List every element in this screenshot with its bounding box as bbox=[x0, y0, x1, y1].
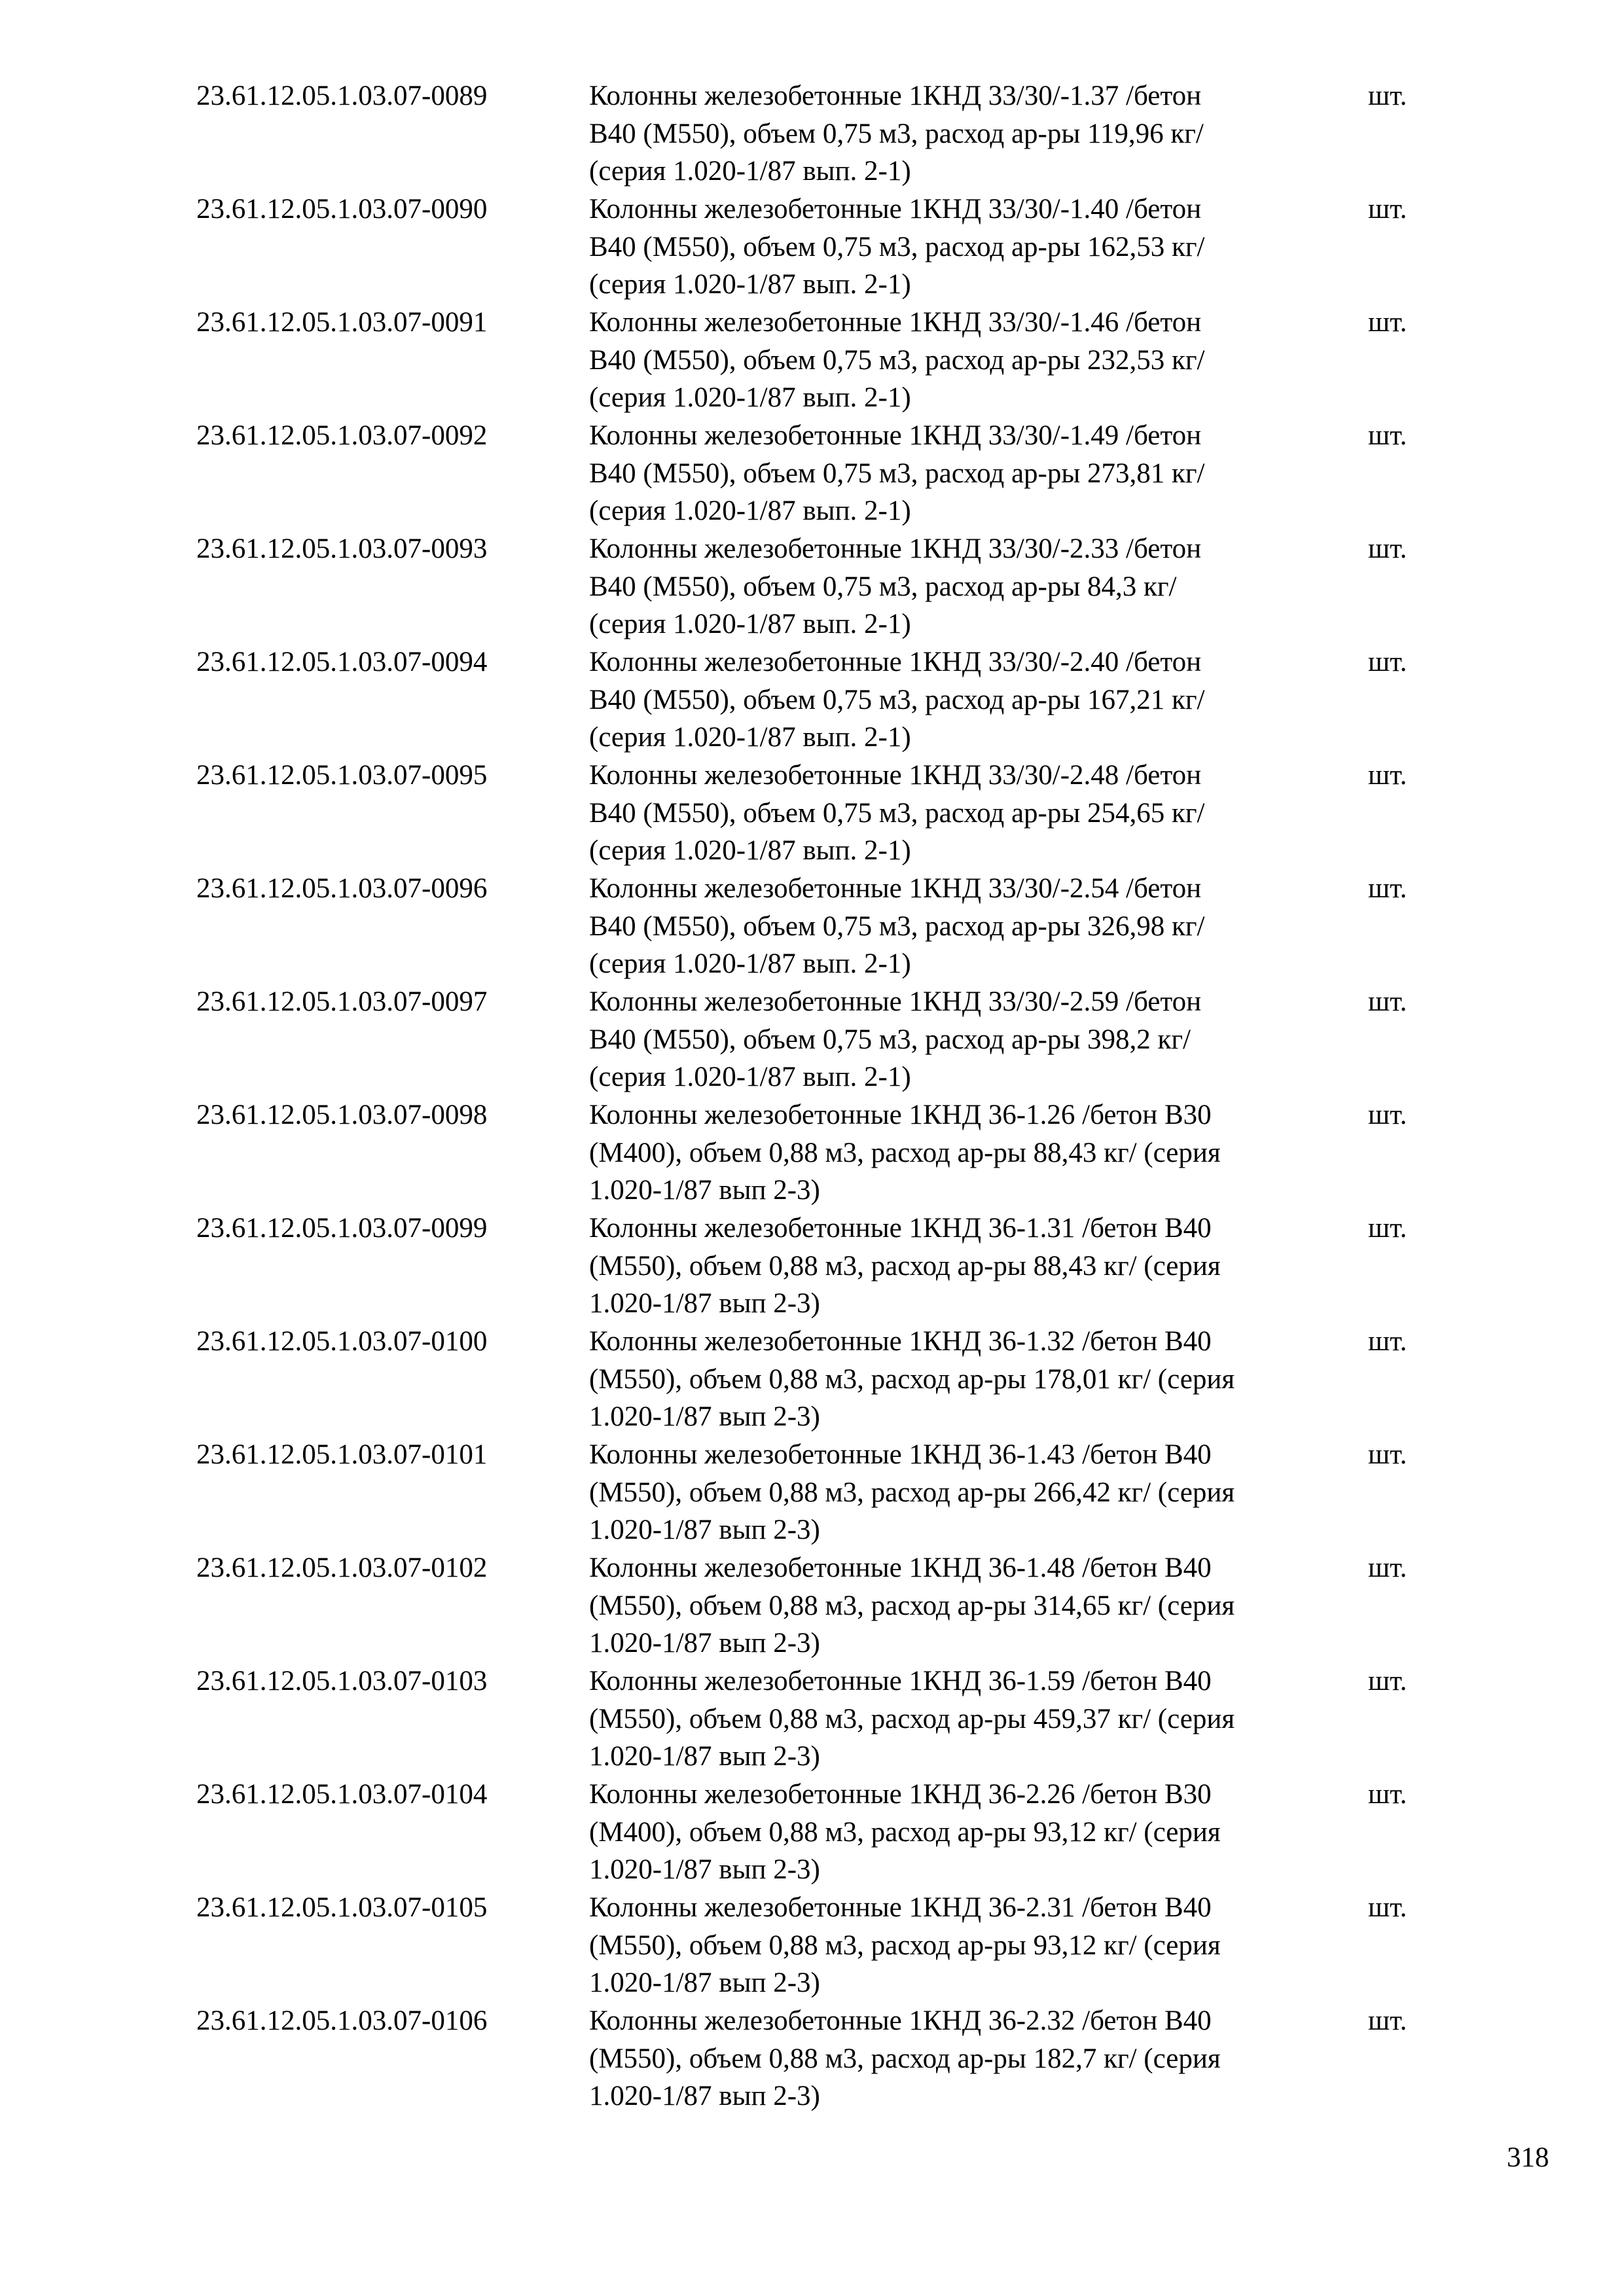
resource-description: Колонны железобетонные 1КНД 33/30/-2.33 /бетон В40 (М550), объем 0,75 м3, расход ар-ры 84,3 кг/ (серия 1.020-1/87 вып. 2-1) bbox=[589, 533, 1202, 640]
table-row bbox=[196, 417, 1440, 530]
table-row bbox=[196, 1776, 1440, 1889]
resource-unit: шт. bbox=[1368, 1666, 1407, 1696]
resource-code: 23.61.12.05.1.03.07-0103 bbox=[196, 1666, 488, 1696]
resource-description: Колонны железобетонные 1КНД 36-1.43 /бетон В40 (М550), объем 0,88 м3, расход ар-ры 266,42 кг/ (серия 1.020-1/87 вып 2-3) bbox=[589, 1439, 1235, 1546]
table-row bbox=[196, 1889, 1440, 2002]
resource-description: Колонны железобетонные 1КНД 36-1.31 /бетон В40 (М550), объем 0,88 м3, расход ар-ры 88,43 кг/ (серия 1.020-1/87 вып 2-3) bbox=[589, 1213, 1221, 1319]
table-row bbox=[196, 757, 1440, 870]
resource-code: 23.61.12.05.1.03.07-0098 bbox=[196, 1100, 488, 1130]
resource-unit: шт. bbox=[1368, 986, 1407, 1017]
table-row bbox=[196, 1323, 1440, 1436]
resource-unit: шт. bbox=[1368, 1892, 1407, 1923]
table-row bbox=[196, 190, 1440, 304]
resource-unit: шт. bbox=[1368, 420, 1407, 451]
table-row bbox=[196, 304, 1440, 417]
table-row bbox=[196, 77, 1440, 190]
resource-unit: шт. bbox=[1368, 533, 1407, 564]
resource-code: 23.61.12.05.1.03.07-0090 bbox=[196, 194, 488, 224]
resource-unit: шт. bbox=[1368, 1439, 1407, 1470]
resource-code: 23.61.12.05.1.03.07-0091 bbox=[196, 307, 488, 338]
resource-code: 23.61.12.05.1.03.07-0093 bbox=[196, 533, 488, 564]
resource-code: 23.61.12.05.1.03.07-0102 bbox=[196, 1552, 488, 1583]
resource-description: Колонны железобетонные 1КНД 33/30/-2.54 /бетон В40 (М550), объем 0,75 м3, расход ар-ры 326,98 кг/ (серия 1.020-1/87 вып. 2-1) bbox=[589, 873, 1205, 980]
resource-description: Колонны железобетонные 1КНД 33/30/-2.40 /бетон В40 (М550), объем 0,75 м3, расход ар-ры 167,21 кг/ (серия 1.020-1/87 вып. 2-1) bbox=[589, 647, 1205, 753]
resource-unit: шт. bbox=[1368, 647, 1407, 677]
resource-unit: шт. bbox=[1368, 1326, 1407, 1357]
resource-unit: шт. bbox=[1368, 1213, 1407, 1244]
resource-code: 23.61.12.05.1.03.07-0092 bbox=[196, 420, 488, 451]
resource-description: Колонны железобетонные 1КНД 36-1.59 /бетон В40 (М550), объем 0,88 м3, расход ар-ры 459,37 кг/ (серия 1.020-1/87 вып 2-3) bbox=[589, 1666, 1235, 1772]
resource-description: Колонны железобетонные 1КНД 36-1.26 /бетон В30 (М400), объем 0,88 м3, расход ар-ры 88,43 кг/ (серия 1.020-1/87 вып 2-3) bbox=[589, 1100, 1221, 1206]
table-row bbox=[196, 1549, 1440, 1662]
resource-code: 23.61.12.05.1.03.07-0096 bbox=[196, 873, 488, 904]
resource-code: 23.61.12.05.1.03.07-0097 bbox=[196, 986, 488, 1017]
resource-unit: шт. bbox=[1368, 760, 1407, 791]
resource-description: Колонны железобетонные 1КНД 33/30/-1.40 /бетон В40 (М550), объем 0,75 м3, расход ар-ры 162,53 кг/ (серия 1.020-1/87 вып. 2-1) bbox=[589, 194, 1205, 300]
resource-code: 23.61.12.05.1.03.07-0100 bbox=[196, 1326, 488, 1357]
resource-description: Колонны железобетонные 1КНД 36-1.48 /бетон В40 (М550), объем 0,88 м3, расход ар-ры 314,65 кг/ (серия 1.020-1/87 вып 2-3) bbox=[589, 1552, 1235, 1659]
resource-unit: шт. bbox=[1368, 194, 1407, 224]
resource-description: Колонны железобетонные 1КНД 33/30/-1.46 /бетон В40 (М550), объем 0,75 м3, расход ар-ры 232,53 кг/ (серия 1.020-1/87 вып. 2-1) bbox=[589, 307, 1205, 414]
resource-unit: шт. bbox=[1368, 1779, 1407, 1810]
table-row bbox=[196, 1662, 1440, 1776]
resource-unit: шт. bbox=[1368, 81, 1407, 111]
table-row bbox=[196, 870, 1440, 983]
resource-code: 23.61.12.05.1.03.07-0101 bbox=[196, 1439, 488, 1470]
table-row bbox=[196, 643, 1440, 757]
resource-description: Колонны железобетонные 1КНД 36-2.32 /бетон В40 (М550), объем 0,88 м3, расход ар-ры 182,7 кг/ (серия 1.020-1/87 вып 2-3) bbox=[589, 2005, 1221, 2112]
resource-unit: шт. bbox=[1368, 2005, 1407, 2036]
resource-unit: шт. bbox=[1368, 1100, 1407, 1130]
resource-description: Колонны железобетонные 1КНД 33/30/-2.59 /бетон В40 (М550), объем 0,75 м3, расход ар-ры 398,2 кг/ (серия 1.020-1/87 вып. 2-1) bbox=[589, 986, 1202, 1093]
resource-unit: шт. bbox=[1368, 873, 1407, 904]
resource-unit: шт. bbox=[1368, 1552, 1407, 1583]
resource-description: Колонны железобетонные 1КНД 33/30/-1.49 /бетон В40 (М550), объем 0,75 м3, расход ар-ры 273,81 кг/ (серия 1.020-1/87 вып. 2-1) bbox=[589, 420, 1205, 527]
resource-code: 23.61.12.05.1.03.07-0105 bbox=[196, 1892, 488, 1923]
resource-description: Колонны железобетонные 1КНД 33/30/-1.37 /бетон В40 (М550), объем 0,75 м3, расход ар-ры 119,96 кг/ (серия 1.020-1/87 вып. 2-1) bbox=[589, 81, 1204, 187]
table-row bbox=[196, 1210, 1440, 1323]
resource-description: Колонны железобетонные 1КНД 36-2.26 /бетон В30 (М400), объем 0,88 м3, расход ар-ры 93,12 кг/ (серия 1.020-1/87 вып 2-3) bbox=[589, 1779, 1221, 1886]
table-row bbox=[196, 983, 1440, 1096]
resource-code: 23.61.12.05.1.03.07-0104 bbox=[196, 1779, 488, 1810]
table-row bbox=[196, 2002, 1440, 2115]
resource-code: 23.61.12.05.1.03.07-0099 bbox=[196, 1213, 488, 1244]
resource-code: 23.61.12.05.1.03.07-0095 bbox=[196, 760, 488, 791]
resource-description: Колонны железобетонные 1КНД 36-2.31 /бетон В40 (М550), объем 0,88 м3, расход ар-ры 93,12 кг/ (серия 1.020-1/87 вып 2-3) bbox=[589, 1892, 1221, 1999]
table-row bbox=[196, 530, 1440, 643]
resource-code: 23.61.12.05.1.03.07-0094 bbox=[196, 647, 488, 677]
catalog-table bbox=[196, 77, 1440, 2115]
table-row bbox=[196, 1436, 1440, 1549]
resource-unit: шт. bbox=[1368, 307, 1407, 338]
resource-code: 23.61.12.05.1.03.07-0089 bbox=[196, 81, 488, 111]
table-row bbox=[196, 1096, 1440, 1210]
page-number: 318 bbox=[1507, 2142, 1549, 2173]
resource-description: Колонны железобетонные 1КНД 36-1.32 /бетон В40 (М550), объем 0,88 м3, расход ар-ры 178,01 кг/ (серия 1.020-1/87 вып 2-3) bbox=[589, 1326, 1235, 1433]
resource-description: Колонны железобетонные 1КНД 33/30/-2.48 /бетон В40 (М550), объем 0,75 м3, расход ар-ры 254,65 кг/ (серия 1.020-1/87 вып. 2-1) bbox=[589, 760, 1205, 867]
resource-code: 23.61.12.05.1.03.07-0106 bbox=[196, 2005, 488, 2036]
